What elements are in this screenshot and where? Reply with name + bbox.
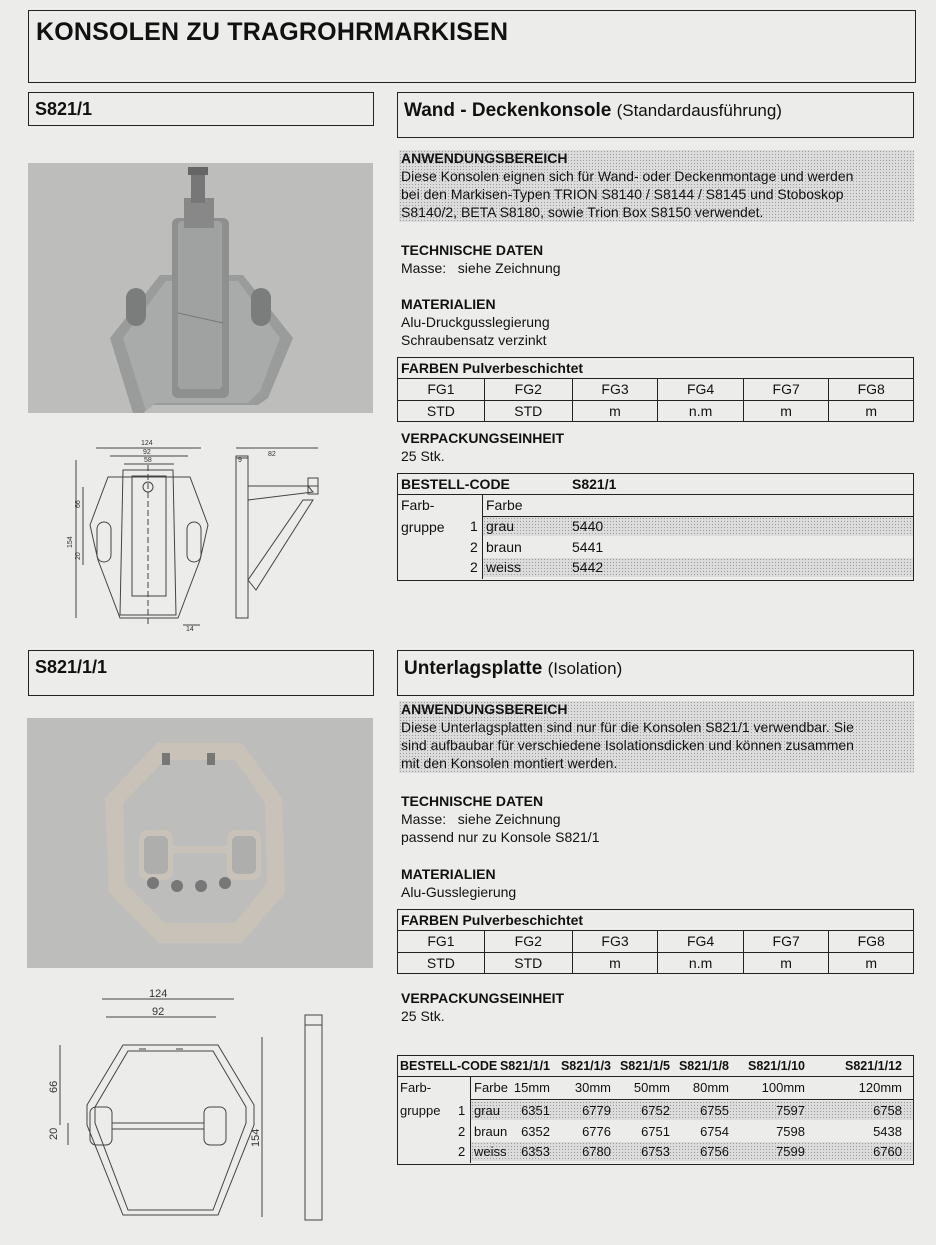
- bestell-row-grau: [483, 517, 913, 536]
- verpackung-title: VERPACKUNGSEINHEIT: [401, 430, 565, 446]
- farben-header: FG8: [829, 931, 913, 952]
- materialien-block-2: [401, 866, 516, 901]
- farben-value: m: [829, 952, 913, 973]
- farb-label-1: Farb-: [401, 497, 435, 513]
- anwendung-line-3: mit den Konsolen montiert werden.: [401, 755, 618, 771]
- dim-20: 20: [48, 1127, 60, 1140]
- bestell-number: 6756: [700, 1144, 729, 1159]
- bestell-number: 6758: [873, 1103, 902, 1118]
- farben-header: FG4: [658, 379, 744, 400]
- farben-header: FG3: [572, 379, 658, 400]
- farben-header: FG3: [572, 931, 658, 952]
- product-code-s821-1-1: S821/1/1: [28, 650, 374, 696]
- farben-header: FG1: [398, 931, 484, 952]
- bestell-number: 7599: [776, 1144, 805, 1159]
- product-heading-unterlagsplatte: [397, 650, 914, 696]
- bestell-group: 1: [470, 518, 478, 534]
- farben-value: STD: [484, 952, 572, 973]
- anwendung-line-1: Diese Unterlagsplatten sind nur für die Konsolen S821/1 verwendbar. Sie: [401, 719, 854, 735]
- bracket-drawing-svg: [28, 430, 373, 635]
- product-heading-sub: (Standardausführung): [616, 101, 782, 120]
- bestell-number: 6351: [521, 1103, 550, 1118]
- dim-154: 154: [67, 536, 74, 548]
- verpackung-title: VERPACKUNGSEINHEIT: [401, 990, 565, 1006]
- bestell-title: BESTELL-CODE: [401, 476, 510, 492]
- bestell-header-row: [398, 474, 913, 495]
- farben-header: FG7: [743, 931, 829, 952]
- materialien-line-1: Alu-Druckgusslegierung: [401, 314, 550, 330]
- farben-header: FG4: [658, 931, 744, 952]
- bestell-code-header: S821/1: [572, 476, 617, 492]
- dim-9: 9: [238, 457, 242, 464]
- plate-technical-drawing: [40, 985, 375, 1230]
- product-heading-bold: Unterlagsplatte: [404, 658, 543, 679]
- farben-value: m: [572, 952, 658, 973]
- bestell-code-table-1: [397, 473, 914, 581]
- bestell-color: braun: [474, 1124, 508, 1139]
- anwendungsbereich-block-1: [399, 150, 914, 222]
- bestell-group: 2: [470, 539, 478, 555]
- dim-14: 14: [186, 626, 194, 633]
- farben-value: m: [829, 400, 913, 421]
- bestell-number: 6779: [582, 1103, 611, 1118]
- farben-value: STD: [398, 952, 484, 973]
- verpackung-value: 25 Stk.: [401, 448, 445, 464]
- farb-label-2: gruppe: [400, 1103, 441, 1118]
- bestell-number: 7597: [776, 1103, 805, 1118]
- farben-value: m: [743, 400, 829, 421]
- bestell-number: 6780: [582, 1144, 611, 1159]
- materialien-block-1: [401, 296, 550, 349]
- farben-value: n.m: [658, 952, 744, 973]
- plate-photo: [27, 718, 373, 968]
- dim-66: 66: [75, 500, 82, 508]
- anwendung-line-2: bei den Markisen-Typen TRION S8140 / S8144 / S8145 und Stoboskop: [401, 186, 844, 202]
- plate-photo-image: [27, 718, 373, 968]
- farben-title: FARBEN Pulverbeschichtet: [398, 910, 913, 931]
- materialien-title: MATERIALIEN: [401, 296, 496, 312]
- farben-value: m: [743, 952, 829, 973]
- verpackung-value: 25 Stk.: [401, 1008, 445, 1024]
- verpackung-block-1: [401, 430, 564, 465]
- dim-124: 124: [149, 988, 168, 1000]
- technische-line-1: Masse: siehe Zeichnung: [401, 811, 561, 827]
- bestell-size: 80mm: [692, 1080, 729, 1095]
- materialien-line-1: Alu-Gusslegierung: [401, 884, 517, 900]
- dim-58: 58: [144, 457, 152, 464]
- bestell-size: 100mm: [761, 1080, 805, 1095]
- bestell-number: 5440: [572, 518, 604, 534]
- product-heading-wand-deckenkonsole: [397, 92, 914, 138]
- bestell-group: 2: [470, 559, 478, 575]
- product-code-s821-1: S821/1: [28, 92, 374, 126]
- bestell-color: weiss: [486, 559, 522, 575]
- bestell-row-weiss: [483, 558, 913, 577]
- bestell-color: grau: [474, 1103, 501, 1118]
- bestell-size: 50mm: [633, 1080, 670, 1095]
- bestell-code-header: S821/1/10: [748, 1059, 805, 1073]
- farben-table-2: [397, 909, 914, 974]
- farben-value: STD: [398, 400, 484, 421]
- anwendungsbereich-shaded: [399, 701, 914, 773]
- materialien-title: MATERIALIEN: [401, 866, 496, 882]
- farb-label-1: Farb-: [400, 1080, 432, 1095]
- technische-line-1: Masse: siehe Zeichnung: [401, 260, 561, 276]
- dim-124: 124: [141, 440, 153, 447]
- farben-table-1: [397, 357, 914, 422]
- dim-92: 92: [143, 449, 151, 456]
- bestell-number: 5442: [572, 559, 604, 575]
- dim-82: 82: [268, 451, 276, 458]
- bestell-color: weiss: [474, 1144, 507, 1159]
- anwendung-line-2: sind aufbaubar für verschiedene Isolationsdicken und können zusammen: [401, 737, 854, 753]
- bestell-number: 6776: [582, 1123, 611, 1139]
- farben-header: FG7: [743, 379, 829, 400]
- bestell-number: 5438: [873, 1123, 902, 1139]
- bestell-size: 30mm: [574, 1080, 611, 1095]
- bestell-title: BESTELL-CODE: [400, 1059, 498, 1073]
- dim-154: 154: [250, 1128, 262, 1147]
- technische-daten-block-1: [401, 242, 561, 277]
- bestell-number: 6752: [641, 1103, 670, 1118]
- farben-header: FG2: [484, 931, 572, 952]
- farb-label-2: gruppe: [401, 519, 445, 535]
- anwendung-line-3: S8140/2, BETA S8180, sowie Trion Box S8150 verwendet.: [401, 204, 764, 220]
- farbe-header: Farbe: [486, 497, 523, 513]
- bestell-code-header: S821/1/12: [845, 1059, 902, 1073]
- bestell-size: 120mm: [858, 1080, 902, 1095]
- bracket-photo-image: [28, 163, 373, 413]
- bestell-group: 2: [458, 1144, 466, 1159]
- bestell-number: 6755: [700, 1103, 729, 1118]
- page-title: KONSOLEN ZU TRAGROHRMARKISEN: [28, 10, 916, 83]
- anwendungsbereich-shaded: [399, 150, 914, 222]
- bestell-code-table-2: [397, 1055, 914, 1165]
- bestell-code-header: S821/1/5: [619, 1059, 670, 1073]
- bracket-technical-drawing: [28, 430, 373, 635]
- dim-20: 20: [75, 552, 82, 560]
- technische-daten-title: TECHNISCHE DATEN: [401, 793, 544, 809]
- technische-line-2: passend nur zu Konsole S821/1: [401, 829, 600, 845]
- farben-value: n.m: [658, 400, 744, 421]
- bestell-group: 2: [458, 1124, 466, 1139]
- bestell-number: 7598: [776, 1123, 805, 1139]
- dim-92: 92: [152, 1006, 165, 1018]
- anwendungsbereich-block-2: [399, 701, 914, 773]
- farben-value: m: [572, 400, 658, 421]
- anwendungsbereich-title: ANWENDUNGSBEREICH: [401, 150, 568, 166]
- bestell-number: 5441: [572, 539, 604, 555]
- product-heading-sub: (Isolation): [547, 659, 623, 678]
- materialien-line-2: Schraubensatz verzinkt: [401, 332, 547, 348]
- bracket-photo: [28, 163, 373, 413]
- bestell-color: braun: [486, 539, 522, 555]
- technische-daten-title: TECHNISCHE DATEN: [401, 242, 544, 258]
- anwendungsbereich-title: ANWENDUNGSBEREICH: [401, 701, 568, 717]
- bestell-number: 6753: [641, 1144, 670, 1159]
- bestell-number: 6760: [873, 1144, 902, 1159]
- bestell-group: 1: [458, 1103, 466, 1118]
- bestell-number: 6353: [521, 1144, 550, 1159]
- bestell-code-header: S821/1/8: [678, 1059, 729, 1073]
- bestell-code-header: S821/1/1: [499, 1059, 550, 1073]
- bestell-number: 6751: [641, 1123, 670, 1139]
- bestell-number: 6352: [521, 1123, 550, 1139]
- farben-header: FG8: [829, 379, 913, 400]
- dim-66: 66: [48, 1080, 60, 1093]
- technische-daten-block-2: [401, 793, 599, 846]
- bestell-size: 15mm: [513, 1080, 550, 1095]
- bestell-code-header: S821/1/3: [560, 1059, 611, 1073]
- anwendung-line-1: Diese Konsolen eignen sich für Wand- oder Deckenmontage und werden: [401, 168, 854, 184]
- farben-header: FG1: [398, 379, 484, 400]
- product-heading-bold: Wand - Deckenkonsole: [404, 100, 612, 121]
- farben-title: FARBEN Pulverbeschichtet: [398, 358, 913, 379]
- farben-value: STD: [484, 400, 572, 421]
- verpackung-block-2: [401, 990, 564, 1025]
- bestell-number: 6754: [700, 1123, 729, 1139]
- bestell-color: grau: [486, 518, 515, 534]
- bestell-rule: [470, 1099, 913, 1100]
- plate-drawing-svg: [40, 985, 375, 1230]
- farbe-header: Farbe: [474, 1080, 508, 1095]
- farben-header: FG2: [484, 379, 572, 400]
